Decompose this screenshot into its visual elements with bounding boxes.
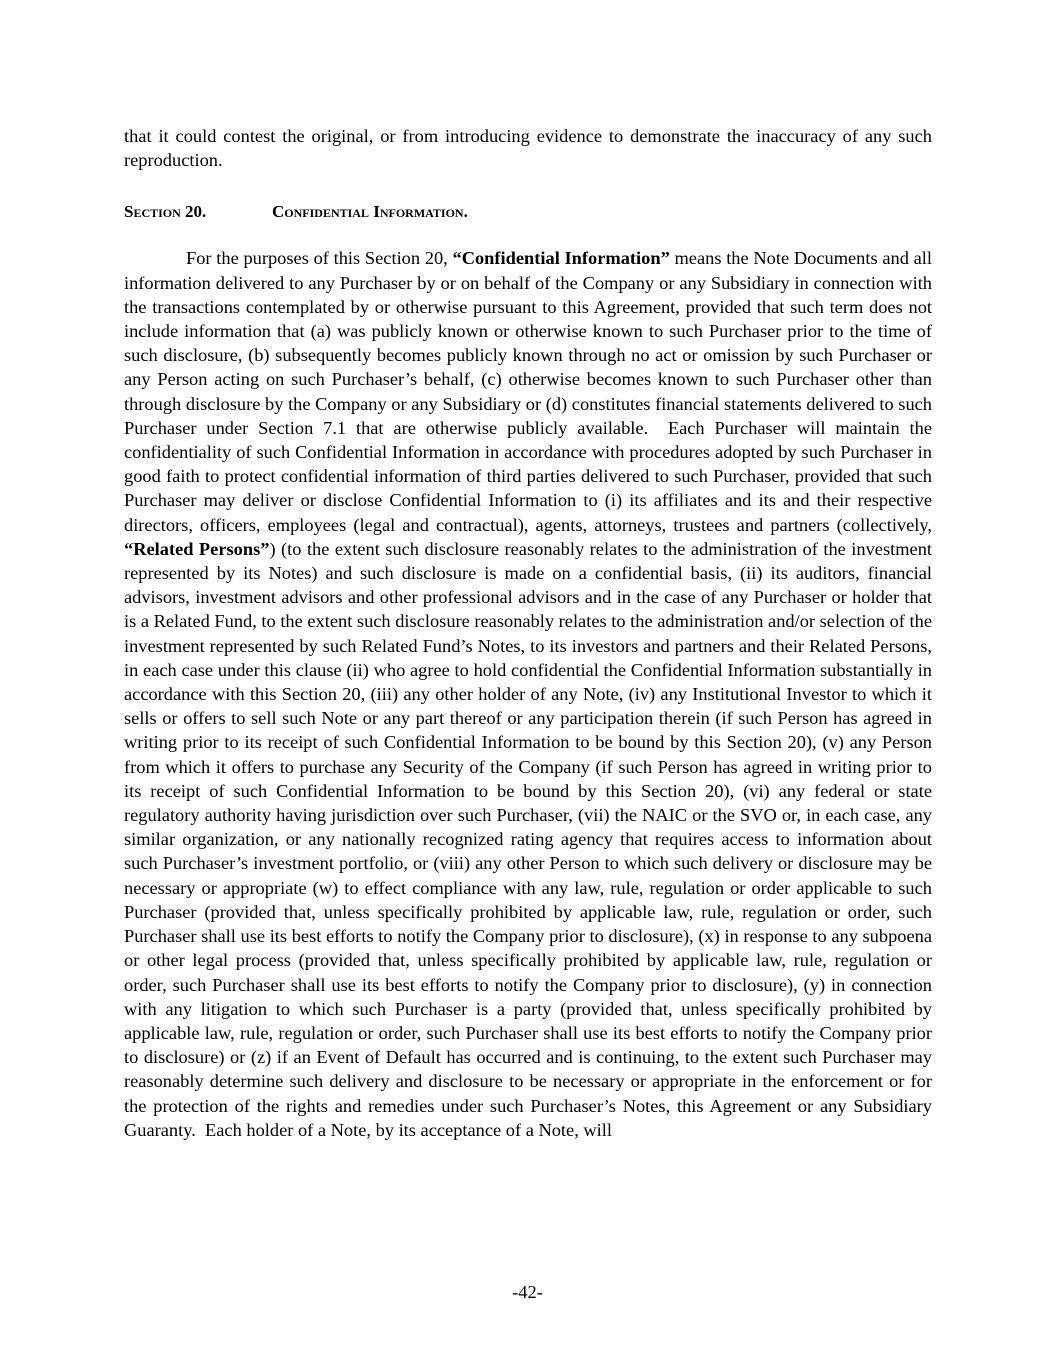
defined-term-related-persons: “Related Persons” <box>124 538 270 559</box>
document-page <box>124 124 932 1142</box>
section-title: Confidential Information. <box>272 202 468 222</box>
section-number: Section 20. <box>124 202 207 222</box>
section-heading <box>124 200 932 224</box>
section-body-paragraph <box>124 246 932 1142</box>
body-text-part1: For the purposes of this Section 20, <box>186 248 453 269</box>
defined-term-confidential-information: “Confidential Information” <box>452 248 670 269</box>
body-text-part3: ) (to the extent such disclosure reasonably relates to the administration of the investment represented by its Notes) and such disclosure is made on a confidential basis, (ii) its auditors, financial advisors, investment advisors and other professional advisors and in the case of any Purchaser or holder that is a Related Fund, to the extent such disclosure reasonably relates to the administration and/or selection of the investment represented by such Related Fund’s Notes, to its investors and partners and their Related Persons, in each case under this clause (ii) who agree to hold confidential the Confidential Information substantially in accordance with this Section 20, (iii) any other holder of any Note, (iv) any Institutional Investor to which it sells or offers to sell such Note or any part thereof or any participation therein (if such Person has agreed in writing prior to its receipt of such Confidential Information to be bound by this Section 20), (v) any Person from which it offers to purchase any Security of the Company (if such Person has agreed in writing prior to its receipt of such Confidential Information to be bound by this Section 20), (vi) any federal or state regulatory authority having jurisdiction over such Purchaser, (vii) the NAIC or the SVO or, in each case, any similar organization, or any nationally recognized rating agency that requires access to information about such Purchaser’s investment portfolio, or (viii) any other Person to which such delivery or disclosure may be necessary or appropriate (w) to effect compliance with any law, rule, regulation or order applicable to such Purchaser (provided that, unless specifically prohibited by applicable law, rule, regulation or order, such Purchaser shall use its best efforts to notify the Company prior to disclosure), (x) in response to any subpoena or other legal process (provided that, unless specifically prohibited by applicable law, rule, regulation or order, such Purchaser shall use its best efforts to notify the Company prior to disclosure), (y) in connection with any litigation to which such Purchaser is a party (provided that, unless specifically prohibited by applicable law, rule, regulation or order, such Purchaser shall use its best efforts to notify the Company prior to disclosure) or (z) if an Event of Default has occurred and is continuing, to the extent such Purchaser may reasonably determine such delivery and disclosure to be necessary or appropriate in the enforcement or for the protection of the rights and remedies under such Purchaser’s Notes, this Agreement or any Subsidiary Guaranty. Each holder of a Note, by its acceptance of a Note, will <box>124 538 932 1140</box>
body-text-part2: means the Note Documents and all information delivered to any Purchaser by or on behalf of the Company or any Subsidiary in connection with the transactions contemplated by or otherwise pursuant to this Agreement, provided that such term does not include information that (a) was publicly known or otherwise known to such Purchaser prior to the time of such disclosure, (b) subsequently becomes publicly known through no act or omission by such Purchaser or any Person acting on such Purchaser’s behalf, (c) otherwise becomes known to such Purchaser other than through disclosure by the Company or any Subsidiary or (d) constitutes financial statements delivered to such Purchaser under Section 7.1 that are otherwise publicly available. Each Purchaser will maintain the confidentiality of such Confidential Information in accordance with procedures adopted by such Purchaser in good faith to protect confidential information of third parties delivered to such Purchaser, provided that such Purchaser may deliver or disclose Confidential Information to (i) its affiliates and its and their respective directors, officers, employees (legal and contractual), agents, attorneys, trustees and partners (collectively, <box>124 248 933 535</box>
carryover-paragraph: that it could contest the original, or from introducing evidence to demonstrate the inaccuracy of any such reproduction. <box>124 126 932 171</box>
page-number: -42- <box>512 1282 543 1302</box>
